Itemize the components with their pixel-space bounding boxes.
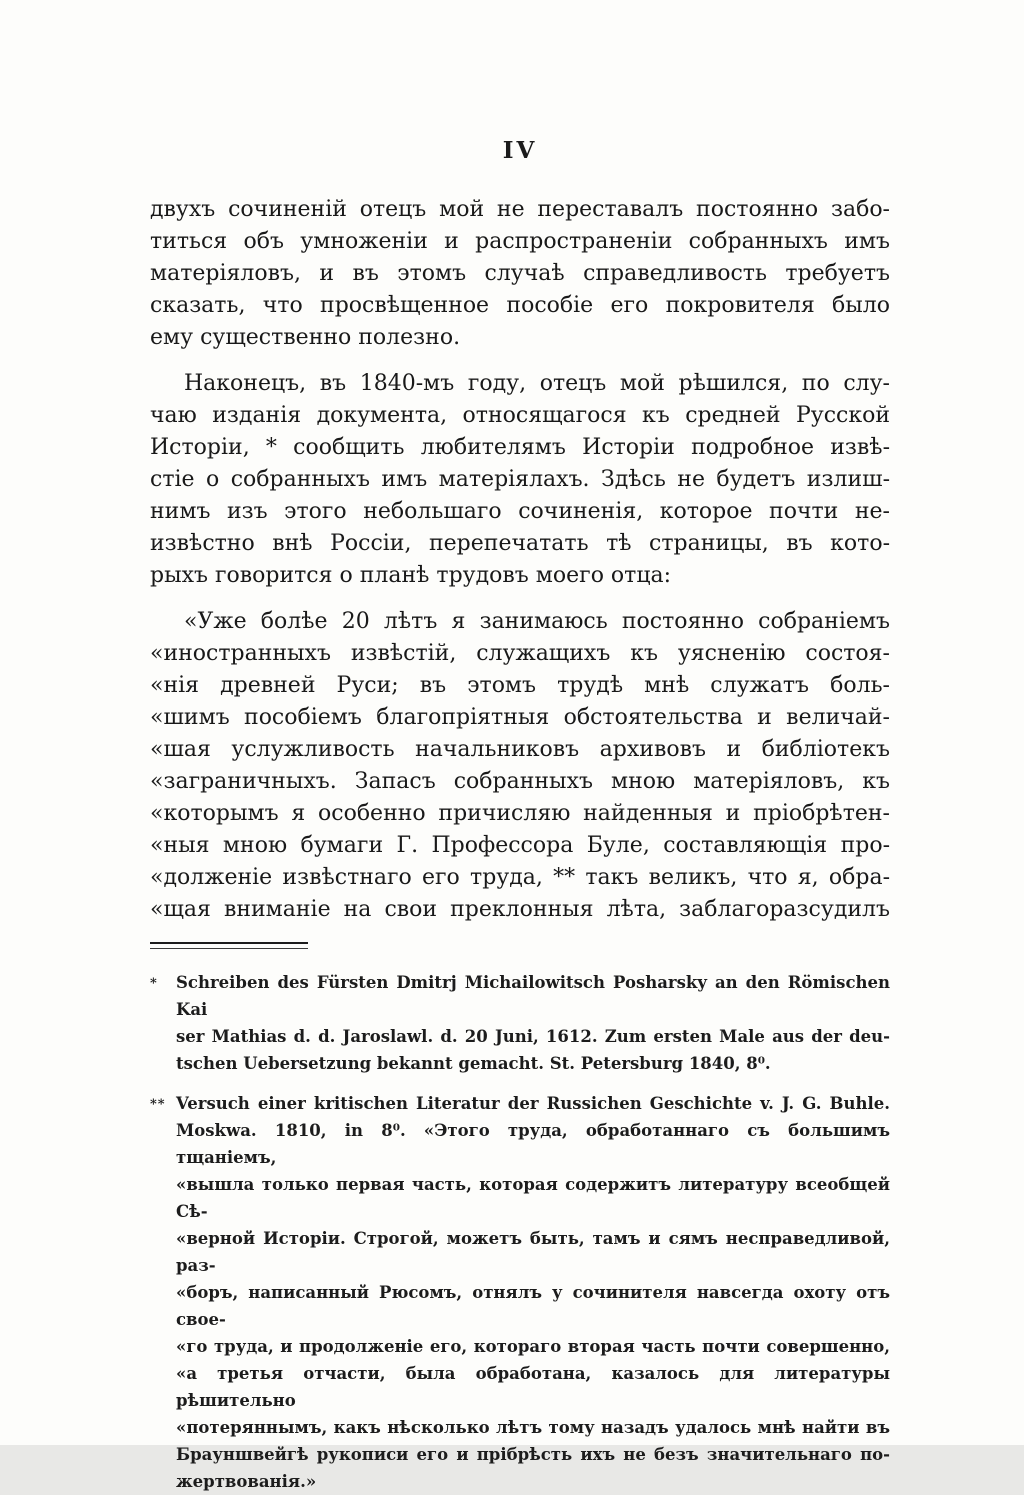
- text-line: «долженіе извѣстнаго его труда, ** такъ великъ, что я, обра-: [150, 865, 890, 890]
- text-line: Брауншвейгѣ рукописи его и прібрѣсть ихъ не безъ значительнаго по-: [176, 1445, 890, 1464]
- text-line: чаю изданія документа, относящагося къ средней Русской: [150, 403, 890, 428]
- text-line: «заграничныхъ. Запасъ собранныхъ мною матеріяловъ, къ: [150, 769, 890, 794]
- text-line: «которымъ я особенно причисляю найденныя и пріобрѣтен-: [150, 801, 890, 826]
- text-line: «иностранныхъ извѣстій, служащихъ къ уясненію состоя-: [150, 641, 890, 666]
- body-text: [150, 194, 890, 926]
- text-line: tschen Uebersetzung bekannt gemacht. St. Petersburg 1840, 8⁰.: [176, 1054, 771, 1073]
- text-line: «вышла только первая часть, которая содержитъ литературу всеобщей Сѣ-: [176, 1175, 890, 1221]
- footnote-marker: *: [150, 976, 158, 991]
- text-line: Исторіи, * сообщить любителямъ Исторіи подробное извѣ-: [150, 435, 890, 460]
- text-line: «го труда, и продолженіе его, котораго вторая часть почти совершенно,: [176, 1337, 890, 1356]
- text-line: «верной Исторіи. Строгой, можетъ быть, тамъ и сямъ несправедливой, раз-: [176, 1229, 890, 1275]
- text-line: «шая услужливость начальниковъ архивовъ и библіотекъ: [150, 737, 890, 762]
- text-line: «боръ, написанный Рюсомъ, отнялъ у сочинителя навсегда охоту отъ свое-: [176, 1283, 890, 1329]
- footnote-marker: **: [150, 1097, 166, 1112]
- text-line: Moskwa. 1810, in 8⁰. «Этого труда, обработаннаго съ большимъ тщаніемъ,: [176, 1121, 890, 1167]
- text-line: извѣстно внѣ Россіи, перепечатать тѣ страницы, въ кото-: [150, 531, 890, 556]
- paragraph: [150, 606, 890, 926]
- text-line: ему существенно полезно.: [150, 325, 461, 350]
- footnote-text: [176, 1090, 890, 1495]
- text-line: «нія древней Руси; въ этомъ трудѣ мнѣ служатъ боль-: [150, 673, 890, 698]
- footnote: [150, 969, 890, 1077]
- text-line: стіе о собранныхъ имъ матеріялахъ. Здѣсь не будетъ излиш-: [150, 467, 890, 492]
- paragraph: [150, 194, 890, 354]
- footnote-text: [176, 969, 890, 1077]
- page-number: IV: [502, 137, 538, 164]
- text-line: «шимъ пособіемъ благопріятныя обстоятельства и величай-: [150, 705, 890, 730]
- text-line: сказать, что просвѣщенное пособіе его покровителя было: [150, 293, 890, 318]
- text-line: матеріяловъ, и въ этомъ случаѣ справедливость требуетъ: [150, 261, 890, 286]
- footnotes: [150, 969, 890, 1495]
- footnote: [150, 1090, 890, 1495]
- text-line: Versuch einer kritischen Literatur der Russichen Geschichte v. J. G. Buhle.: [176, 1094, 890, 1113]
- text-line: «а третья отчасти, была обработана, казалось для литературы рѣшительно: [176, 1364, 890, 1410]
- text-line: двухъ сочиненій отецъ мой не переставалъ постоянно забо-: [150, 197, 890, 222]
- text-line: титься объ умноженіи и распространеніи собранныхъ имъ: [150, 229, 890, 254]
- footnote-separator: [150, 942, 308, 949]
- text-line: Schreiben des Fürsten Dmitrj Michailowitsch Posharsky an den Römischen Kai: [176, 973, 890, 1019]
- text-line: «ныя мною бумаги Г. Профессора Буле, составляющія про-: [150, 833, 890, 858]
- text-line: «потеряннымъ, какъ нѣсколько лѣтъ тому назадъ удалось мнѣ найти въ: [176, 1418, 890, 1437]
- text-line: «щая вниманіе на свои преклонныя лѣта, заблагоразсудилъ: [150, 897, 890, 922]
- text-line: ser Mathias d. d. Jaroslawl. d. 20 Juni, 1612. Zum ersten Male aus der deu-: [176, 1027, 890, 1046]
- text-line: жертвованія.»: [176, 1472, 317, 1491]
- text-line: рыхъ говорится о планѣ трудовъ моего отца:: [150, 563, 672, 588]
- text-line: «Уже болѣе 20 лѣтъ я занимаюсь постоянно собраніемъ: [184, 609, 890, 634]
- text-line: нимъ изъ этого небольшаго сочиненія, которое почти не-: [150, 499, 890, 524]
- paragraph: [150, 368, 890, 592]
- text-line: Наконецъ, въ 1840-мъ году, отецъ мой рѣшился, по слу-: [184, 371, 890, 396]
